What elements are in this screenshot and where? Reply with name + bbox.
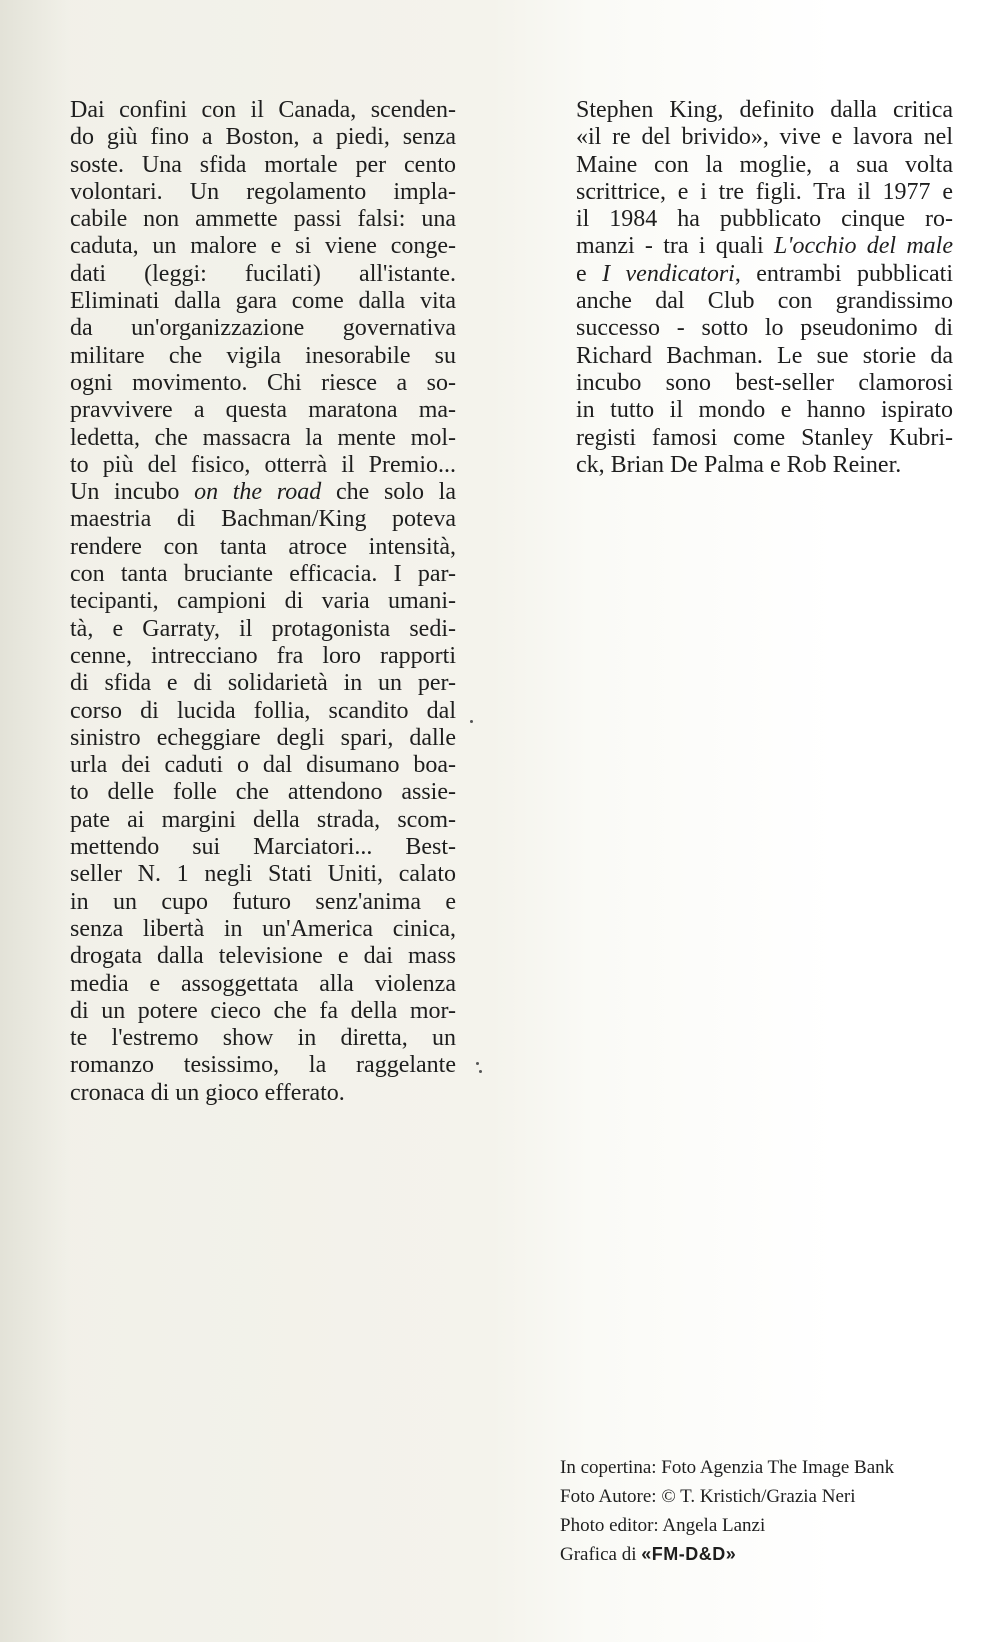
text-line: scrittrice, e i tre figli. Tra il 1977 e <box>576 178 953 205</box>
text-line: seller N. 1 negli Stati Uniti, calato <box>70 861 456 888</box>
speck <box>479 1070 482 1073</box>
photo-editor-credit: Photo editor: Angela Lanzi <box>560 1515 766 1536</box>
text-line: mettendo sui Marciatori... Best- <box>70 834 456 861</box>
text-line: Eliminati dalla gara come dalla vita <box>70 288 456 315</box>
page-edge-shadow <box>0 0 70 1642</box>
text-run: che solo la <box>321 479 456 506</box>
text-run: , entrambi pubblicati <box>734 260 953 287</box>
text-run: e <box>576 260 603 287</box>
text-line: ledetta, che massacra la mente mol- <box>70 424 456 451</box>
text-line: volontari. Un regolamento impla- <box>70 178 456 205</box>
text-line: ck, Brian De Palma e Rob Reiner. <box>576 451 902 478</box>
text-run: manzi - tra i quali <box>576 233 774 260</box>
graphics-logo: «FM-D&D» <box>641 1544 737 1564</box>
text-line: Stephen King, definito dalla critica <box>576 97 953 123</box>
text-line <box>576 261 953 288</box>
text-line: con tanta bruciante efficacia. I par- <box>70 561 456 588</box>
text-line: te l'estremo show in diretta, un <box>70 1025 456 1052</box>
italic-phrase: on the road <box>194 479 322 506</box>
text-line: anche dal Club con grandissimo <box>576 288 953 315</box>
book-title: I vendicatori <box>602 260 735 287</box>
text-line: di sfida e di solidarietà in un per- <box>70 670 456 697</box>
text-line: «il re del brivido», vive e lavora nel <box>576 124 953 151</box>
text-line: il 1984 ha pubblicato cinque ro- <box>576 206 953 233</box>
text-line: incubo sono best-seller clamorosi <box>576 369 953 396</box>
text-line: senza libertà in un'America cinica, <box>70 915 456 942</box>
speck <box>470 720 473 723</box>
text-line: cenne, intrecciano fra loro rapporti <box>70 642 456 669</box>
synopsis-column <box>70 97 456 1107</box>
graphics-credit <box>560 1540 960 1569</box>
book-title: L'occhio del male <box>774 233 953 260</box>
text-line: Richard Bachman. Le sue storie da <box>576 342 953 369</box>
text-line: da un'organizzazione governativa <box>70 315 456 342</box>
text-line: cronaca di un gioco efferato. <box>70 1079 345 1106</box>
text-line: media e assoggettata alla violenza <box>70 970 456 997</box>
text-line: corso di lucida follia, scandito dal <box>70 697 456 724</box>
text-line <box>576 233 953 260</box>
text-line: cabile non ammette passi falsi: una <box>70 206 456 233</box>
text-line: sinistro echeggiare degli spari, dalle <box>70 724 456 751</box>
cover-credit: In copertina: Foto Agenzia The Image Bank <box>560 1457 895 1478</box>
text-line: in tutto il mondo e hanno ispirato <box>576 397 953 424</box>
text-line: drogata dalla televisione e dai mass <box>70 943 456 970</box>
text-line: maestria di Bachman/King poteva <box>70 506 456 533</box>
text-line: tà, e Garraty, il protagonista sedi- <box>70 615 456 642</box>
graphics-credit-label: Grafica di <box>560 1544 642 1565</box>
text-line: rendere con tanta atroce intensità, <box>70 533 456 560</box>
text-line <box>70 479 456 506</box>
author-photo-credit: Foto Autore: © T. Kristich/Grazia Neri <box>560 1486 856 1507</box>
text-line: ogni movimento. Chi riesce a so- <box>70 369 456 396</box>
text-line: tecipanti, campioni di varia umani- <box>70 588 456 615</box>
text-line: urla dei caduti o dal disumano boa- <box>70 752 456 779</box>
text-line: caduta, un malore e si viene conge- <box>70 233 456 260</box>
text-line: dati (leggi: fucilati) all'istante. <box>70 260 456 287</box>
text-line: successo - sotto lo pseudonimo di <box>576 315 953 342</box>
text-line: do giù fino a Boston, a piedi, senza <box>70 124 456 151</box>
author-bio-column <box>576 97 953 479</box>
text-line: soste. Una sfida mortale per cento <box>70 151 456 178</box>
text-line: Maine con la moglie, a sua volta <box>576 151 953 178</box>
text-line: pate ai margini della strada, scom- <box>70 806 456 833</box>
text-line: registi famosi come Stanley Kubri- <box>576 424 953 451</box>
text-run: Un incubo <box>70 479 195 506</box>
credits-block <box>560 1453 960 1569</box>
text-line: militare che vigila inesorabile su <box>70 342 456 369</box>
text-line: to più del fisico, otterrà il Premio... <box>70 451 456 478</box>
speck <box>476 1062 479 1065</box>
text-line: pravvivere a questa maratona ma- <box>70 397 456 424</box>
text-line: in un cupo futuro senz'anima e <box>70 888 456 915</box>
text-line: romanzo tesissimo, la raggelante <box>70 1052 456 1079</box>
text-line: to delle folle che attendono assie- <box>70 779 456 806</box>
text-line: Dai confini con il Canada, scenden- <box>70 97 456 123</box>
text-line: di un potere cieco che fa della mor- <box>70 997 456 1024</box>
